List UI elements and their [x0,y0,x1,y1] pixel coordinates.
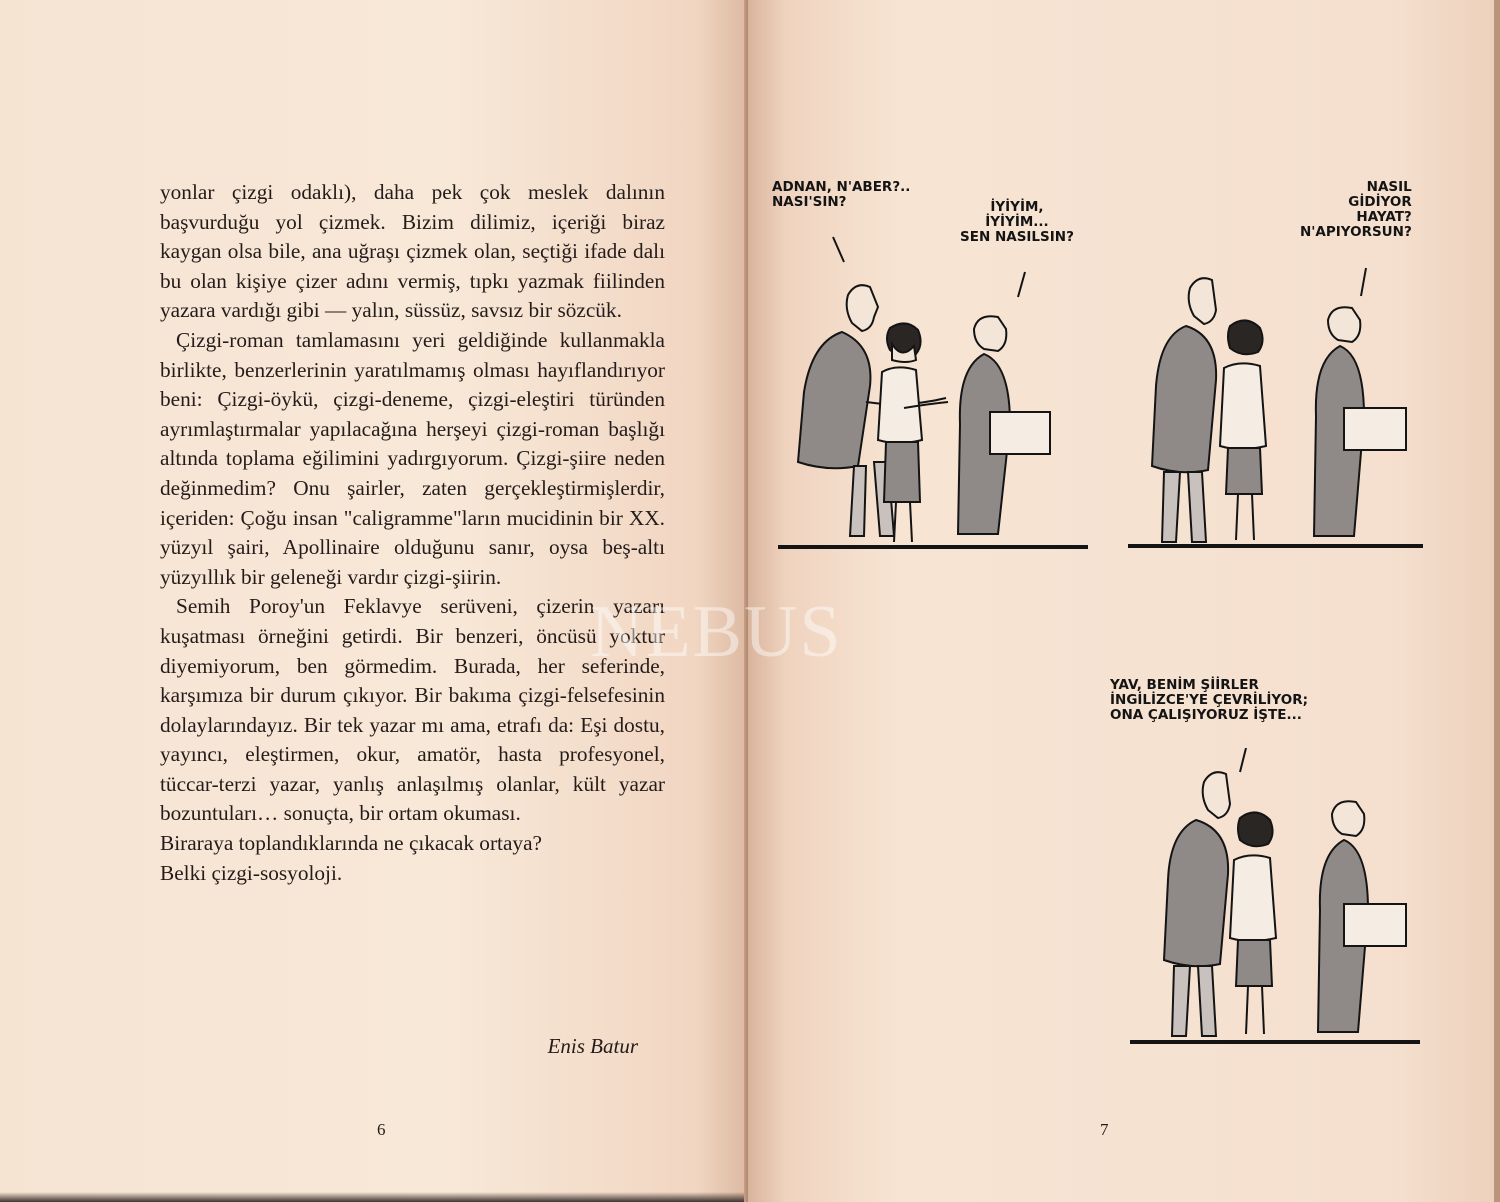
cartoon-panel-2 [1128,268,1423,552]
speech-bubble-translation: YAV, BENİM ŞİİRLER İNGİLİZCE'YE ÇEVRİLİYOR; ONA ÇALIŞIYORUZ İŞTE... [1110,677,1308,723]
watermark: NEBUS [590,591,843,673]
paragraph-5: Belki çizgi-sosyoloji. [160,860,343,885]
page-number-right: 7 [1100,1120,1109,1139]
speech-bubble-reply: İYİYİM, İYİYİM... SEN NASILSIN? [960,199,1074,245]
page-edge-shadow [0,1192,748,1202]
paragraph-1: yonlar çizgi odaklı), daha pek çok meslek dalının başvurduğu yol çizmek. Bizim dilimiz, içeriği biraz kaygan olsa bile, ana uğraşı çizmek olan, seçtiği ifade dalı bu olan kişiye çizer adını vermiş, tıpkı yazmak fiilinden yazara vardığı gibi — yalın, süssüz, savsız bir sözcük. [160,180,665,323]
speech-bubble-adnan: ADNAN, N'ABER?.. NASI'SIN? [772,179,911,210]
paragraph-2: Çizgi-roman tamlamasını yeri geldiğinde kullanmakla birlikte, benzerlerinin yaratılmamış olması hayıflandırıyor beni: Çizgi-öykü, çizgi-deneme, çizgi-eleştiri türünden ayrımlaştırmalar yapılacağına herşeyi çizgi-roman başlığı altında toplama eğilimini yadırgıyorum. Çizgi-şiire neden değinmedim? Onu şairler, zaten gerçekleştirmişlerdir, içeriden: Çoğu insan "caligramme"ların mucidinin bir XX. yüzyıl şairi, Apollinaire olduğunu sanır, oysa beş-altı yüzyıllık bir geleneği vardır çizgi-şiirin. [160,327,665,589]
cartoon-panel-1 [778,232,1088,552]
paragraph-4: Biraraya toplandıklarında ne çıkacak ortaya? [160,831,542,856]
body-text [160,178,665,888]
cartoon-panel-3 [1130,748,1420,1048]
author-signature: Enis Batur [547,1034,638,1058]
page-edge [1494,0,1500,1202]
paragraph-3: Semih Poroy'un Feklavye serüveni, çizerin yazarı kuşatması örneğini getirdi. Bir benzeri, öncüsü yoktur diyemiyorum, ben görmedim. Burada, her seferinde, karşımıza bir durum çıkıyor. Bir bakıma çizgi-felsefesinin dolaylarındayız. Bir tek yazar mı ama, etrafı da: Eşi dostu, yayıncı, eleştirmen, okur, amatör, hasta profesyonel, tüccar-terzi yazar, yanlış anlaşılmış olanlar, kült yazar bozuntuları… sonuçta, bir ortam okuması. [160,594,665,826]
page-number-left: 6 [377,1120,386,1139]
speech-bubble-question: NASIL GİDİYOR HAYAT? N'APIYORSUN? [1300,179,1412,240]
